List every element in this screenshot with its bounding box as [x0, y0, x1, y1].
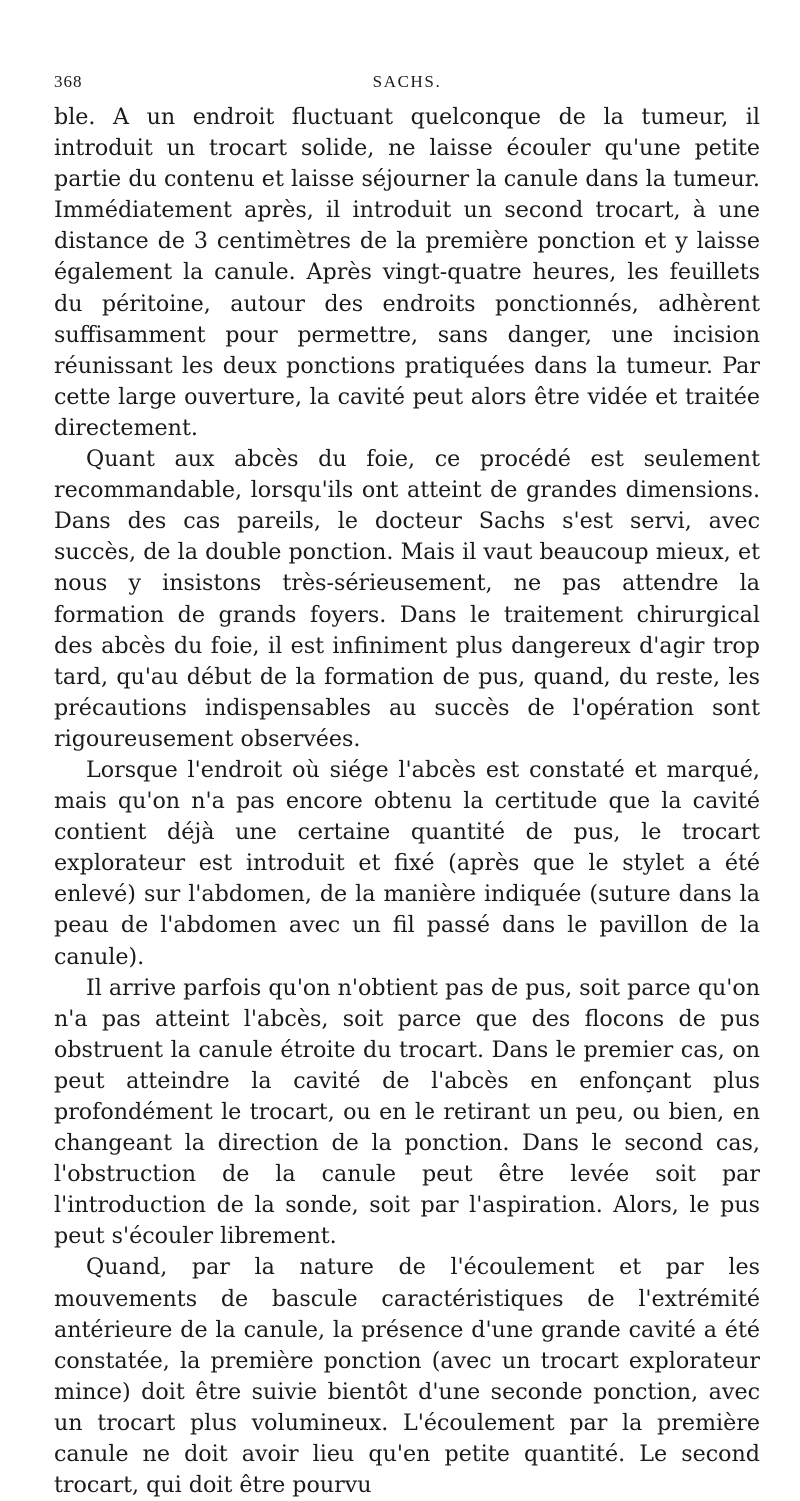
- running-head: [54, 62, 760, 102]
- page-number: 368: [54, 72, 83, 91]
- paragraph-exploratory-trocar: Lorsque l'endroit où siége l'abcès est constaté et marqué, mais qu'on n'a pas encore obtenu la certitude que la cavité contient déjà une certaine quantité de pus, le trocart explorateur est introduit et fixé (après que le stylet a été enlevé) sur l'abdomen, de la manière indiquée (suture dans la peau de l'abdomen avec un fil passé dans le pavillon de la canule).: [54, 756, 760, 970]
- paragraph-liver-abscess: Quant aux abcès du foie, ce procédé est seulement recommandable, lorsqu'ils ont atteint de grandes dimensions. Dans des cas pareils, le docteur Sachs s'est servi, avec succès, de la double ponction. Mais il vaut beaucoup mieux, et nous y insistons très-sérieusement, ne pas attendre la formation de grands foyers. Dans le traitement chirurgical des abcès du foie, il est infiniment plus dangereux d'agir trop tard, qu'au début de la formation de pus, quand, du reste, les précautions indispensables au succès de l'opération sont rigoureusement observées.: [54, 446, 760, 752]
- paragraph-no-pus: Il arrive parfois qu'on n'obtient pas de pus, soit parce qu'on n'a pas atteint l'abcès, soit parce que des flocons de pus obstruent la canule étroite du trocart. Dans le premier cas, on peut atteindre la cavité de l'abcès en enfonçant plus profondément le trocart, ou en le retirant un peu, ou bien, en changeant la direction de la ponction. Dans le second cas, l'obstruction de la canule peut être levée soit par l'introduction de la sonde, soit par l'aspiration. Alors, le pus peut s'écouler librement.: [54, 974, 760, 1250]
- book-page: [54, 62, 760, 1501]
- body-text: [54, 102, 760, 1501]
- running-title: SACHS.: [372, 72, 442, 91]
- paragraph-second-puncture: Quand, par la nature de l'écoulement et par les mouvements de bascule caractéristiques de l'extrémité antérieure de la canule, la présence d'une grande cavité a été constatée, la première ponction (avec un trocart explorateur mince) doit être suivie bientôt d'une seconde ponction, avec un trocart plus volumineux. L'écoulement par la première canule ne doit avoir lieu qu'en petite quantité. Le second trocart, qui doit être pourvu: [54, 1254, 760, 1499]
- paragraph-continued: ble. A un endroit fluctuant quelconque de la tumeur, il introduit un trocart solide, ne laisse écouler qu'une petite partie du contenu et laisse séjourner la canule dans la tumeur. Immédiatement après, il introduit un second trocart, à une distance de 3 centimètres de la première ponction et y laisse également la canule. Après vingt-quatre heures, les feuillets du péritoine, autour des endroits ponctionnés, adhèrent suffisamment pour permettre, sans danger, une incision réunissant les deux ponctions pratiquées dans la tumeur. Par cette large ouverture, la cavité peut alors être vidée et traitée directement.: [54, 104, 760, 441]
